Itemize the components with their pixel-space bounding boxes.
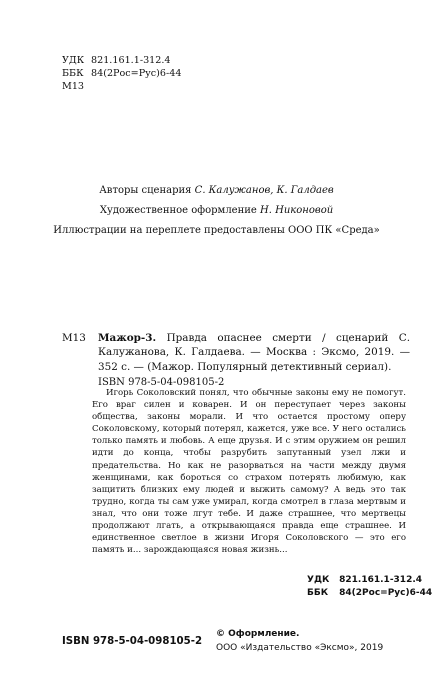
entry-code: М13 (62, 332, 86, 344)
right-udk-line (307, 574, 432, 587)
bibliographic-description (98, 331, 410, 374)
copyright-design (216, 628, 383, 642)
author-mark-line (62, 80, 181, 93)
screenplay-credit (0, 181, 433, 201)
credits (0, 181, 433, 241)
copyright-design-text: © Оформление. (216, 629, 300, 639)
copyright-publisher: ООО «Издательство «Эксмо», 2019 (216, 642, 384, 653)
book-title: Мажор-3. (98, 332, 157, 344)
right-bbk-value: 84(2Рос=Рус)6-44 (339, 588, 433, 598)
footer-isbn: ISBN 978-5-04-098105-2 (62, 636, 203, 647)
annotation-text: Игорь Соколовский понял, что обычные законы ему не помогут. Его враг силен и коварен. И он переступает через законы общества, законы морали. И что остается простому оперу Соколовскому, который потерял, кажется, уже все. У него остались только память и любовь. А еще друзья. И с этим оружием он решил идти до конца, чтобы разрубить запутанный узел лжи и предательства. Но как не разорваться на части между двумя женщинами, как бороться со страхом потерять любимую, как защитить близких ему людей и выжить самому? А ведь это так трудно, когда ты сам уже умирал, когда смотрел в глаза мертвым и знал, что они тоже лгут тебе. И даже страшнее, что мертвецы продолжают лгать, а открывающаяся правда еще страшнее. И единственное светлое в жизни Игоря Соколовского — это его память и... зарождающаяся новая жизнь... (92, 388, 406, 556)
bbk-label: ББК (62, 68, 84, 79)
book-description: Правда опаснее смерти / сценарий С. Калужанова, К. Галдаева. — Москва : Эксмо, 2019. — 352 с. — (Мажор. Популярный детективный сериал). (98, 332, 411, 373)
design-name: Н. Никоновой (260, 205, 334, 216)
udk-label: УДК (62, 55, 85, 66)
bbk-line (62, 67, 181, 80)
bbk-value: 84(2Рос=Рус)6-44 (91, 68, 182, 79)
udk-line (62, 54, 181, 67)
design-credit (0, 201, 433, 221)
screenplay-names: С. Калужанов, К. Галдаев (194, 185, 334, 196)
bibliographic-entry (62, 331, 410, 390)
right-udk-label: УДК (307, 575, 330, 585)
entry-isbn: ISBN 978-5-04-098105-2 (98, 376, 225, 388)
screenplay-prefix: Авторы сценария (99, 185, 192, 196)
right-classification-codes (307, 574, 432, 600)
right-bbk-label: ББК (307, 588, 329, 598)
right-bbk-line (307, 587, 432, 600)
udk-value: 821.161.1-312.4 (91, 55, 171, 66)
author-mark: М13 (62, 81, 85, 92)
illustrations-credit: Иллюстрации на переплете предоставлены ООО ПК «Среда» (53, 225, 380, 236)
design-prefix: Художественное оформление (99, 205, 257, 216)
right-udk-value: 821.161.1-312.4 (339, 575, 423, 585)
copyright-notices (216, 628, 383, 655)
classification-codes (62, 54, 181, 93)
